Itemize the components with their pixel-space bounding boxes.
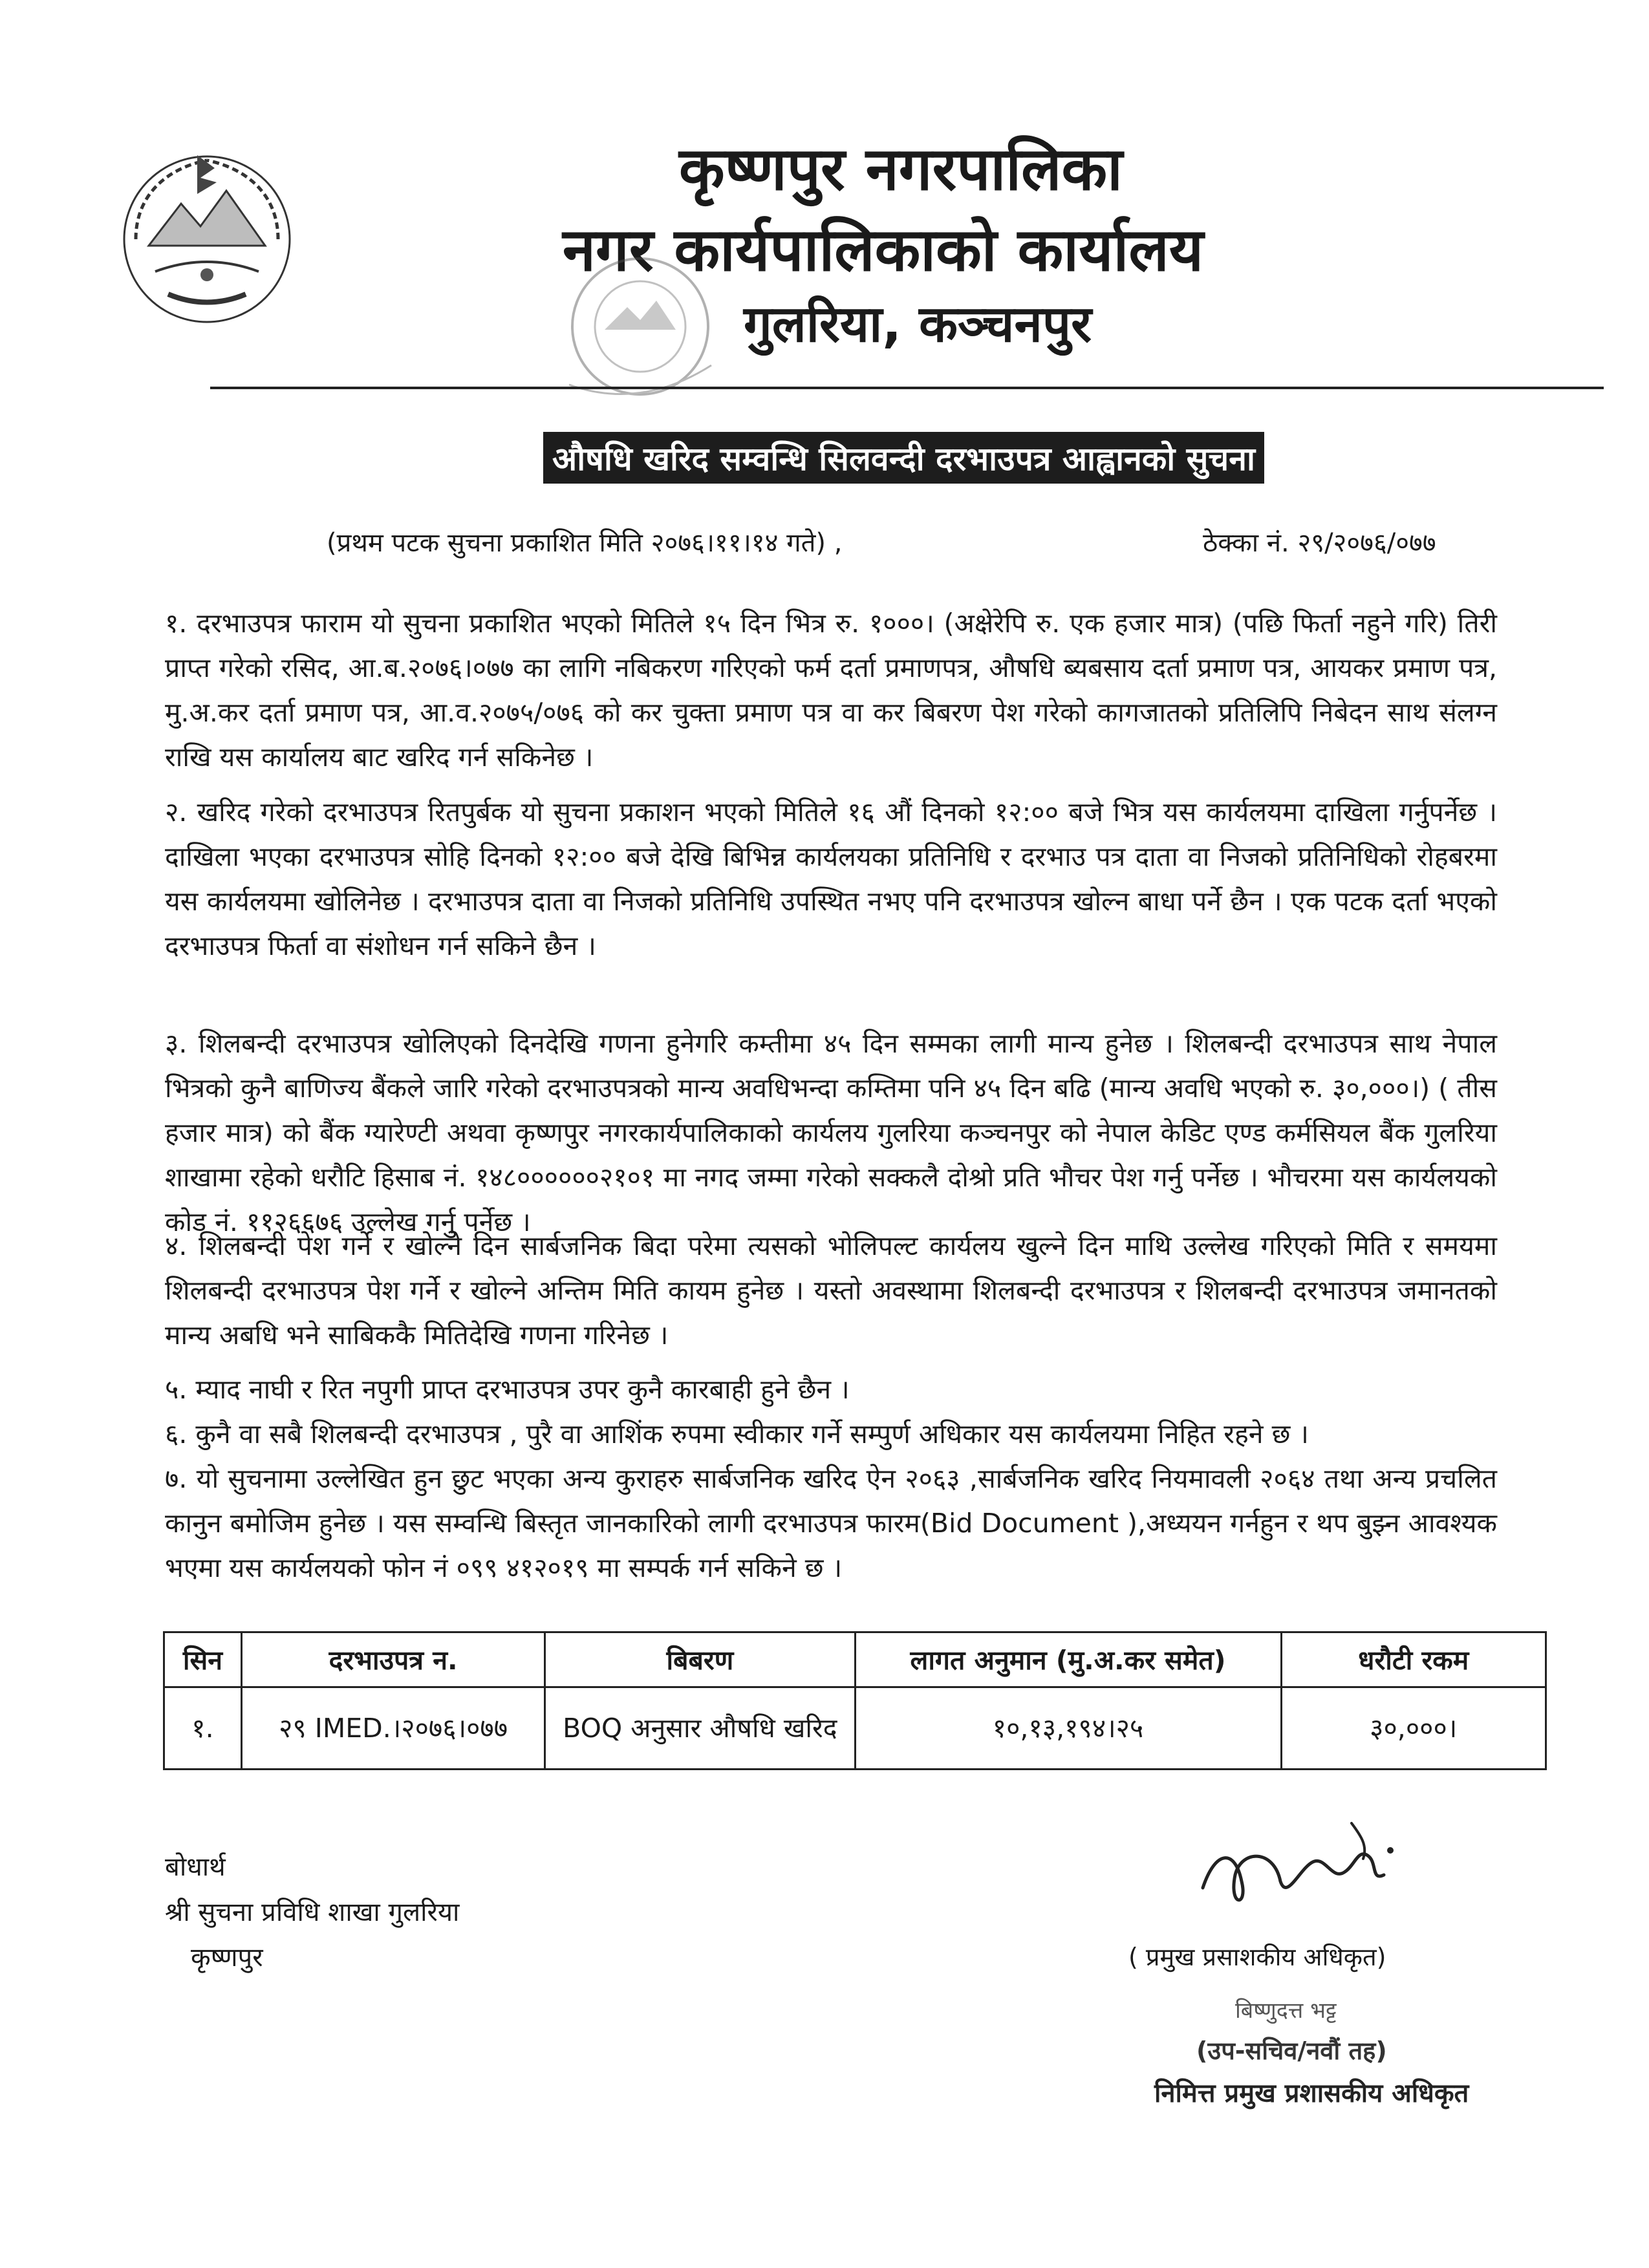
header-cost-estimate: लागत अनुमान (मु.अ.कर समेत) (855, 1632, 1281, 1687)
office-location: गुलरिया, कञ्चनपुर (744, 295, 1092, 354)
cell-cost-estimate: १०,१३,१९४।२५ (855, 1687, 1281, 1770)
officer-role: निमित्त प्रमुख प्रशासकीय अधिकृत (1154, 2079, 1469, 2108)
officer-title: ( प्रमुख प्रसाशकीय अधिकृत) (1128, 1943, 1386, 1971)
cc-recipient: श्री सुचना प्रविधि शाखा गुलरिया (165, 1898, 460, 1927)
header-divider (210, 387, 1604, 389)
cell-deposit: ३०,०००। (1281, 1687, 1546, 1770)
cc-label: बोधार्थ (165, 1852, 226, 1882)
cell-sn: १. (164, 1687, 242, 1770)
paragraph-2: २. खरिद गरेको दरभाउपत्र रितपुर्बक यो सुचना प्रकाशन भएको मितिले १६ औं दिनको १२:०० बजे भित्र यस कार्यलयमा दाखिला गर्नुपर्नेछ । दाखिला भएका दरभाउपत्र सोहि दिनको १२:०० बजे देखि बिभिन्न कार्यलयका प्रतिनिधि र दरभाउ पत्र दाता वा निजको प्रतिनिधिको रोहबरमा यस कार्यलयमा खोलिनेछ । दरभाउपत्र दाता वा निजको प्रतिनिधि उपस्थित नभए पनि दरभाउपत्र खोल्न बाधा पर्ने छैन । एक पटक दर्ता भएको दरभाउपत्र फिर्ता वा संशोधन गर्न सकिने छैन । (165, 797, 1498, 961)
paragraph-3: ३. शिलबन्दी दरभाउपत्र खोलिएको दिनदेखि गणना हुनेगरि कम्तीमा ४५ दिन सम्मका लागी मान्य हुनेछ । शिलबन्दी दरभाउपत्र साथ नेपाल भित्रको कुनै बाणिज्य बैंकले जारि गरेको दरभाउपत्रको मान्य अवधिभन्दा कम्तिमा पनि ४५ दिन बढि (मान्य अवधि भएको रु. ३०,०००।) ( तीस हजार मात्र) को बैंक ग्यारेण्टी अथवा कृष्णपुर नगरकार्यपालिकाको कार्यलय गुलरिया कञ्चनपुर को नेपाल केडिट एण्ड कर्मसियल बैंक गुलरिया शाखामा रहेको धरौटि हिसाब नं. १४८००००००२१०१ मा नगद जम्मा गरेको सक्कलै दोश्रो प्रति भौचर पेश गर्नु पर्नेछ । भौचरमा यस कार्यलयको कोड नं. ११२६६७६ उल्लेख गर्नु पर्नेछ । (165, 1028, 1497, 1237)
header-bid-no: दरभाउपत्र न. (241, 1632, 544, 1687)
contract-number: ठेक्का नं. २९/२०७६/०७७ (1203, 528, 1436, 558)
paragraph-7: ७. यो सुचनामा उल्लेखित हुन छुट भएका अन्य कुराहरु सार्बजनिक खरिद ऐन २०६३ ,सार्बजनिक खरिद नियमावली २०६४ तथा अन्य प्रचलित कानुन बमोजिम हुनेछ । यस सम्वन्धि बिस्तृत जानकारिको लागी दरभाउपत्र फारम(Bid Document ),अध्ययन गर्नहुन र थप बुझ्न आवश्यक भएमा यस कार्यलयको फोन नं ०९९ ४१२०१९ मा सम्पर्क गर्न सकिने छ । (165, 1463, 1497, 1583)
officer-rank: (उप-सचिव/नवौं तह) (1196, 2037, 1387, 2065)
header-deposit: धरौटी रकम (1281, 1632, 1546, 1687)
officer-name: बिष्णुदत्त भट्ट (1235, 1998, 1337, 2024)
bid-table (163, 1631, 1547, 1770)
cc-recipient-place: कृष्णपुर (191, 1943, 263, 1973)
publication-line: (प्रथम पटक सुचना प्रकाशित मिति २०७६।११।१४ गते) , (327, 528, 843, 558)
paragraph-4: ४. शिलबन्दी पेश गर्ने र खोल्ने दिन सार्बजनिक बिदा परेमा त्यसको भोलिपल्ट कार्यलय खुल्ने दिन माथि उल्लेख गरिएको मिति र समयमा शिलबन्दी दरभाउपत्र पेश गर्ने र खोल्ने अन्तिम मिति कायम हुनेछ । यस्तो अवस्थामा शिलबन्दी दरभाउपत्र र शिलबन्दी दरभाउपत्र जमानतको मान्य अबधि भने साबिककै मितिदेखि गणना गरिनेछ । (165, 1230, 1497, 1351)
header-sn: सिन (164, 1632, 242, 1687)
paragraph-1: १. दरभाउपत्र फाराम यो सुचना प्रकाशित भएको मितिले १५ दिन भित्र रु. १०००। (अक्षेरेपि रु. एक हजार मात्र) (पछि फिर्ता नहुने गरि) तिरी प्राप्त गरेको रसिद, आ.ब.२०७६।०७७ का लागि नबिकरण गरिएको फर्म दर्ता प्रमाणपत्र, औषधि ब्यबसाय दर्ता प्रमाण पत्र, आयकर प्रमाण पत्र, मु.अ.कर दर्ता प्रमाण पत्र, आ.व.२०७५/०७६ को कर चुक्ता प्रमाण पत्र वा कर बिबरण पेश गरेको कागजातको प्रतिलिपि निबेदन साथ संलग्न राखि यस कार्यालय बाट खरिद गर्न सकिनेछ । (165, 608, 1497, 773)
cell-description: BOQ अनुसार औषधि खरिद (545, 1687, 855, 1770)
office-name: नगर कार्यपालिकाको कार्यालय (563, 215, 1204, 284)
header-description: बिबरण (545, 1632, 855, 1687)
notice-title: औषधि खरिद सम्वन्धि सिलवन्दी दरभाउपत्र आह्वानको सुचना (543, 432, 1264, 484)
paragraph-6: ६. कुनै वा सबै शिलबन्दी दरभाउपत्र , पुरै वा आशिंक रुपमा स्वीकार गर्ने सम्पुर्ण अधिकार यस कार्यलयमा निहित रहने छ । (165, 1418, 1309, 1450)
table-row (164, 1687, 1546, 1770)
signature-icon (1190, 1810, 1410, 1920)
org-name: कृष्णपुर नगरपालिका (679, 134, 1123, 204)
paragraph-5: ५. म्याद नाघी र रित नपुगी प्राप्त दरभाउपत्र उपर कुनै कारबाही हुने छैन । (165, 1374, 850, 1405)
cell-bid-no: २९ IMED.।२०७६।०७७ (241, 1687, 544, 1770)
table-header-row (164, 1632, 1546, 1687)
government-emblem-icon (110, 142, 304, 330)
